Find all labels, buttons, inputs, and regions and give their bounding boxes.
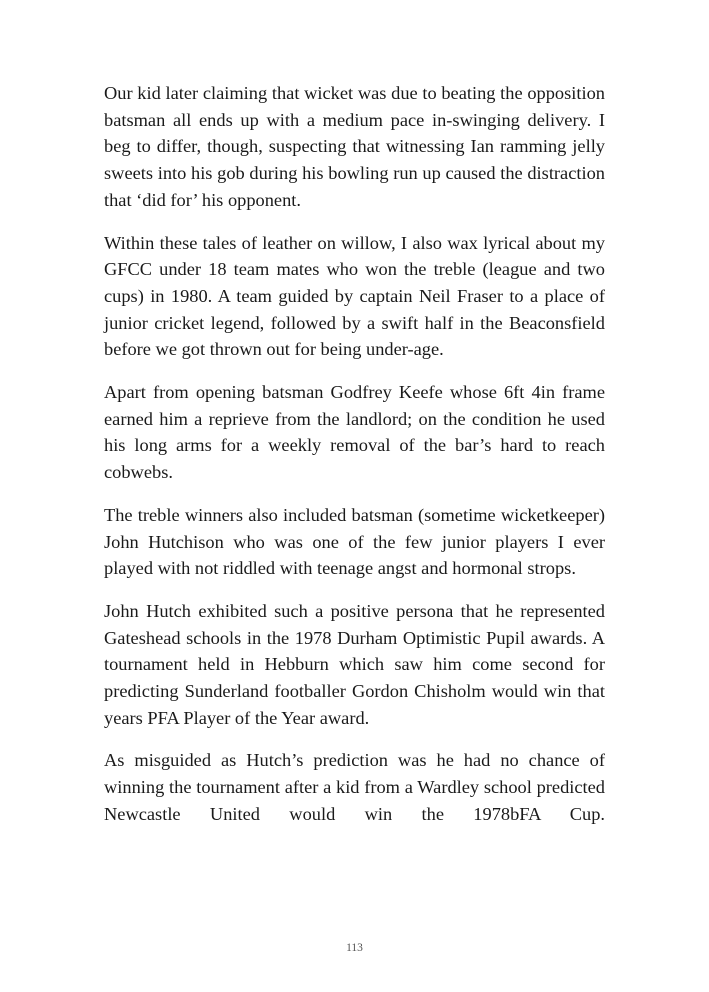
paragraph-3: Apart from opening batsman Godfrey Keefe whose 6ft 4in frame earned him a reprieve from the landlord; on the condition he used his long arms for a weekly removal of the bar’s hard to reach cobwebs. xyxy=(104,382,605,483)
page-number: 113 xyxy=(346,942,363,954)
paragraph-1: Our kid later claiming that wicket was due to beating the opposition batsman all ends up with a medium pace in-swinging delivery. I beg to differ, though, suspecting that witnessing Ian ramming jelly sweets into his gob during his bowling run up caused the distraction that ‘did for’ his opponent. xyxy=(104,83,605,210)
body-text xyxy=(104,80,605,828)
paragraph-4: The treble winners also included batsman (sometime wicketkeeper) John Hutchison who was one of the few junior players I ever played with not riddled with teenage angst and hormonal strops. xyxy=(104,504,605,579)
paragraph-6: As misguided as Hutch’s prediction was he had no chance of winning the tournament after a kid from a Wardley school predicted Newcastle United would win the 1978bFA Cup. xyxy=(104,750,605,824)
paragraph-5: John Hutch exhibited such a positive persona that he represented Gateshead schools in the 1978 Durham Optimistic Pupil awards. A tournament held in Hebburn which saw him come second for predicting Sunderland footballer Gordon Chisholm would win that years PFA Player of the Year award. xyxy=(104,600,605,728)
paragraph-2: Within these tales of leather on willow, I also wax lyrical about my GFCC under 18 team mates who won the treble (league and two cups) in 1980. A team guided by captain Neil Fraser to a place of junior cricket legend, followed by a swift half in the Beaconsfield before we got thrown out for being under-age. xyxy=(104,232,605,360)
